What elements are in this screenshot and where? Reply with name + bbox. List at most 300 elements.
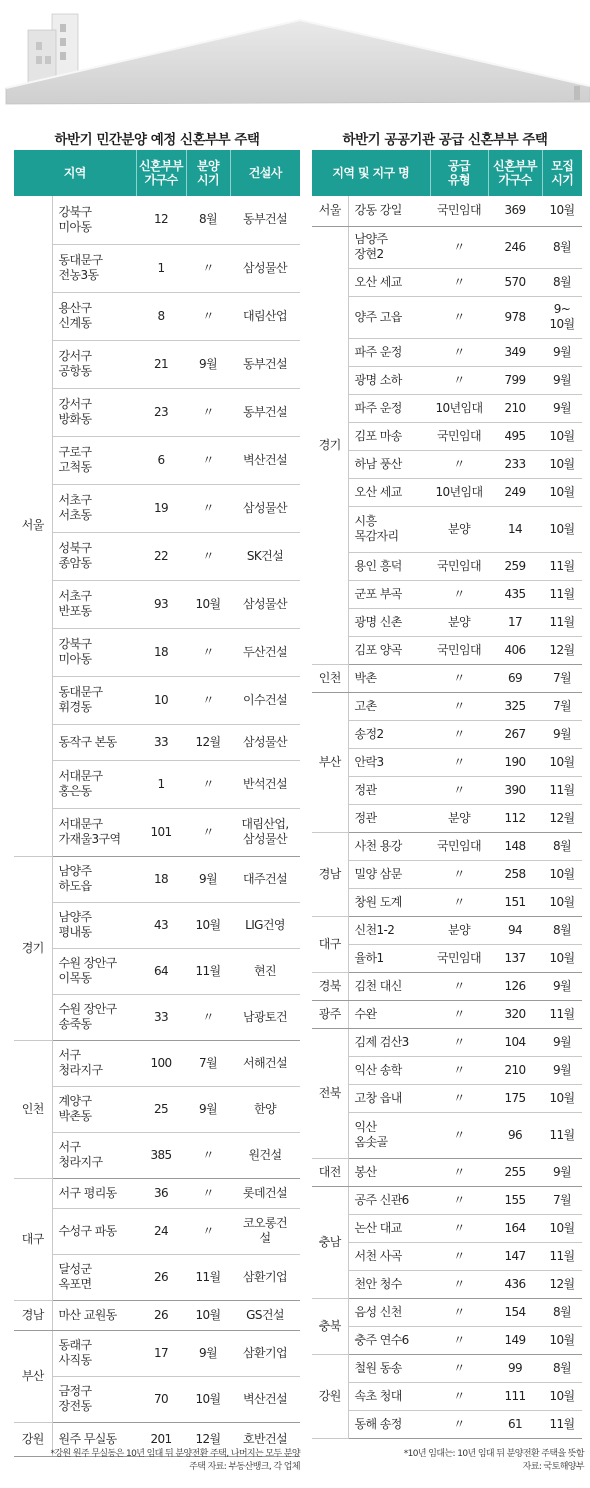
count-cell: 258 bbox=[488, 860, 542, 888]
month-cell: 9월 bbox=[542, 394, 582, 422]
month-cell: 11월 bbox=[542, 776, 582, 804]
table-row bbox=[312, 268, 582, 296]
count-cell: 8 bbox=[136, 292, 186, 340]
count-cell: 96 bbox=[488, 1112, 542, 1158]
region-cell: 경남 bbox=[14, 1300, 52, 1330]
month-cell: 〃 bbox=[186, 628, 230, 676]
month-cell: 10월 bbox=[542, 422, 582, 450]
name-cell: 양주 고읍 bbox=[348, 296, 430, 338]
region-cell: 광주 bbox=[312, 1000, 348, 1028]
table-row bbox=[14, 724, 300, 760]
count-cell: 6 bbox=[136, 436, 186, 484]
month-cell: 10월 bbox=[542, 888, 582, 916]
type-cell: 〃 bbox=[430, 1056, 488, 1084]
table-row bbox=[14, 1040, 300, 1086]
type-cell: 분양 bbox=[430, 916, 488, 944]
type-cell: 국민임대 bbox=[430, 422, 488, 450]
name-cell: 안락3 bbox=[348, 748, 430, 776]
builder-cell: LIG건영 bbox=[230, 902, 300, 948]
count-cell: 570 bbox=[488, 268, 542, 296]
month-cell: 10월 bbox=[186, 1300, 230, 1330]
month-cell: 12월 bbox=[542, 804, 582, 832]
name-cell: 파주 운정 bbox=[348, 394, 430, 422]
region-cell: 경기 bbox=[14, 856, 52, 1040]
name-cell: 김포 양곡 bbox=[348, 636, 430, 664]
type-cell: 〃 bbox=[430, 748, 488, 776]
builder-cell: 대주건설 bbox=[230, 856, 300, 902]
month-cell: 11월 bbox=[542, 1000, 582, 1028]
table-row bbox=[14, 948, 300, 994]
month-cell: 9월 bbox=[542, 338, 582, 366]
type-cell: 〃 bbox=[430, 720, 488, 748]
type-cell: 〃 bbox=[430, 450, 488, 478]
month-cell: 10월 bbox=[542, 1084, 582, 1112]
name-cell: 서초구 서초동 bbox=[52, 484, 136, 532]
month-cell: 11월 bbox=[542, 580, 582, 608]
month-cell: 〃 bbox=[186, 292, 230, 340]
region-cell: 부산 bbox=[312, 692, 348, 832]
type-cell: 〃 bbox=[430, 338, 488, 366]
table-row bbox=[312, 1158, 582, 1186]
name-cell: 오산 세교 bbox=[348, 478, 430, 506]
type-cell: 국민임대 bbox=[430, 552, 488, 580]
type-cell: 〃 bbox=[430, 1158, 488, 1186]
table-row bbox=[312, 636, 582, 664]
name-cell: 남양주 하도읍 bbox=[52, 856, 136, 902]
month-cell: 〃 bbox=[186, 484, 230, 532]
builder-cell: 남광토건 bbox=[230, 994, 300, 1040]
count-cell: 101 bbox=[136, 808, 186, 856]
name-cell: 광명 신촌 bbox=[348, 608, 430, 636]
month-cell: 8월 bbox=[186, 196, 230, 244]
builder-cell: 벽산건설 bbox=[230, 436, 300, 484]
name-cell: 수성구 파동 bbox=[52, 1208, 136, 1254]
table-row bbox=[14, 760, 300, 808]
name-cell: 남양주 장현2 bbox=[348, 226, 430, 268]
type-cell: 국민임대 bbox=[430, 832, 488, 860]
month-cell: 9월 bbox=[542, 1158, 582, 1186]
name-cell: 서구 청라지구 bbox=[52, 1132, 136, 1178]
month-cell: 10월 bbox=[542, 860, 582, 888]
name-cell: 서대문구 가재울3구역 bbox=[52, 808, 136, 856]
count-cell: 320 bbox=[488, 1000, 542, 1028]
month-cell: 8월 bbox=[542, 916, 582, 944]
name-cell: 시흥 목감자리 bbox=[348, 506, 430, 552]
public-housing-table bbox=[312, 150, 582, 1439]
table-row bbox=[14, 340, 300, 388]
count-cell: 111 bbox=[488, 1382, 542, 1410]
name-cell: 창원 도계 bbox=[348, 888, 430, 916]
builder-cell: 이수건설 bbox=[230, 676, 300, 724]
count-cell: 1 bbox=[136, 244, 186, 292]
month-cell: 8월 bbox=[542, 1298, 582, 1326]
count-cell: 164 bbox=[488, 1214, 542, 1242]
builder-cell: 서해건설 bbox=[230, 1040, 300, 1086]
name-cell: 봉산 bbox=[348, 1158, 430, 1186]
count-cell: 26 bbox=[136, 1300, 186, 1330]
table-row bbox=[14, 902, 300, 948]
count-cell: 406 bbox=[488, 636, 542, 664]
table-row bbox=[14, 436, 300, 484]
builder-cell: 삼성물산 bbox=[230, 244, 300, 292]
count-cell: 175 bbox=[488, 1084, 542, 1112]
table-row bbox=[14, 1300, 300, 1330]
month-cell: 12월 bbox=[186, 1422, 230, 1456]
type-cell: 〃 bbox=[430, 1000, 488, 1028]
table-row bbox=[14, 196, 300, 244]
count-cell: 233 bbox=[488, 450, 542, 478]
region-cell: 충남 bbox=[312, 1186, 348, 1298]
count-cell: 23 bbox=[136, 388, 186, 436]
name-cell: 동래구 사직동 bbox=[52, 1330, 136, 1376]
month-cell: 〃 bbox=[186, 1178, 230, 1208]
count-cell: 12 bbox=[136, 196, 186, 244]
table-row bbox=[312, 478, 582, 506]
count-cell: 154 bbox=[488, 1298, 542, 1326]
name-cell: 속초 청대 bbox=[348, 1382, 430, 1410]
name-cell: 신천1-2 bbox=[348, 916, 430, 944]
name-cell: 천안 청수 bbox=[348, 1270, 430, 1298]
count-cell: 149 bbox=[488, 1326, 542, 1354]
month-cell: 9월 bbox=[186, 1086, 230, 1132]
name-cell: 익산 송학 bbox=[348, 1056, 430, 1084]
table-row bbox=[312, 1000, 582, 1028]
month-cell: 11월 bbox=[542, 1242, 582, 1270]
region-cell: 강원 bbox=[14, 1422, 52, 1456]
month-cell: 9월 bbox=[186, 856, 230, 902]
type-cell: 국민임대 bbox=[430, 636, 488, 664]
table-row bbox=[312, 1084, 582, 1112]
table-row bbox=[312, 338, 582, 366]
type-cell: 국민임대 bbox=[430, 944, 488, 972]
builder-cell: SK건설 bbox=[230, 532, 300, 580]
name-cell: 김천 대신 bbox=[348, 972, 430, 1000]
month-cell: 7월 bbox=[186, 1040, 230, 1086]
month-cell: 9월 bbox=[542, 1056, 582, 1084]
name-cell: 동해 송정 bbox=[348, 1410, 430, 1438]
count-cell: 26 bbox=[136, 1254, 186, 1300]
column-header: 신혼부부 가구수 bbox=[136, 150, 186, 196]
builder-cell: 한양 bbox=[230, 1086, 300, 1132]
name-cell: 사천 용강 bbox=[348, 832, 430, 860]
public-table-body bbox=[312, 196, 582, 1438]
count-cell: 36 bbox=[136, 1178, 186, 1208]
region-cell: 경기 bbox=[312, 226, 348, 664]
count-cell: 18 bbox=[136, 628, 186, 676]
private-footnote: *강원 원주 무실동은 10년 임대 뒤 분양전환 주택, 나머지는 모두 분양 주택 자료: 부동산뱅크, 각 업체 bbox=[50, 1449, 300, 1472]
region-cell: 대구 bbox=[14, 1178, 52, 1300]
type-cell: 〃 bbox=[430, 1326, 488, 1354]
count-cell: 69 bbox=[488, 664, 542, 692]
type-cell: 10년임대 bbox=[430, 394, 488, 422]
builder-cell: 삼성물산 bbox=[230, 484, 300, 532]
month-cell: 〃 bbox=[186, 808, 230, 856]
type-cell: 〃 bbox=[430, 296, 488, 338]
count-cell: 43 bbox=[136, 902, 186, 948]
name-cell: 음성 신천 bbox=[348, 1298, 430, 1326]
type-cell: 국민임대 bbox=[430, 196, 488, 226]
name-cell: 서구 평리동 bbox=[52, 1178, 136, 1208]
table-row bbox=[312, 450, 582, 478]
name-cell: 구로구 고척동 bbox=[52, 436, 136, 484]
month-cell: 8월 bbox=[542, 268, 582, 296]
type-cell: 〃 bbox=[430, 1410, 488, 1438]
name-cell: 수원 장안구 이목동 bbox=[52, 948, 136, 994]
type-cell: 〃 bbox=[430, 1186, 488, 1214]
region-cell: 서울 bbox=[14, 196, 52, 856]
month-cell: 11월 bbox=[542, 552, 582, 580]
builder-cell: 반석건설 bbox=[230, 760, 300, 808]
name-cell: 김제 검산3 bbox=[348, 1028, 430, 1056]
private-housing-table bbox=[14, 150, 300, 1457]
count-cell: 259 bbox=[488, 552, 542, 580]
roof-shape bbox=[6, 20, 590, 104]
month-cell: 10월 bbox=[542, 1326, 582, 1354]
type-cell: 〃 bbox=[430, 226, 488, 268]
builder-cell: 호반건설 bbox=[230, 1422, 300, 1456]
count-cell: 100 bbox=[136, 1040, 186, 1086]
private-table-body bbox=[14, 196, 300, 1456]
count-cell: 126 bbox=[488, 972, 542, 1000]
count-cell: 799 bbox=[488, 366, 542, 394]
count-cell: 104 bbox=[488, 1028, 542, 1056]
region-cell: 서울 bbox=[312, 196, 348, 226]
column-header: 지역 및 지구 명 bbox=[312, 150, 430, 196]
table-row bbox=[312, 1382, 582, 1410]
name-cell: 강북구 미아동 bbox=[52, 628, 136, 676]
table-row bbox=[312, 860, 582, 888]
month-cell: 〃 bbox=[186, 760, 230, 808]
count-cell: 14 bbox=[488, 506, 542, 552]
count-cell: 385 bbox=[136, 1132, 186, 1178]
type-cell: 〃 bbox=[430, 1242, 488, 1270]
count-cell: 22 bbox=[136, 532, 186, 580]
name-cell: 광명 소하 bbox=[348, 366, 430, 394]
month-cell: 9월 bbox=[186, 1330, 230, 1376]
month-cell: 9월 bbox=[542, 720, 582, 748]
table-row bbox=[14, 676, 300, 724]
region-cell: 대구 bbox=[312, 916, 348, 972]
month-cell: 10월 bbox=[542, 506, 582, 552]
count-cell: 17 bbox=[488, 608, 542, 636]
count-cell: 267 bbox=[488, 720, 542, 748]
column-header: 건설사 bbox=[230, 150, 300, 196]
table-row bbox=[312, 720, 582, 748]
type-cell: 10년임대 bbox=[430, 478, 488, 506]
month-cell: 7월 bbox=[542, 664, 582, 692]
count-cell: 201 bbox=[136, 1422, 186, 1456]
count-cell: 390 bbox=[488, 776, 542, 804]
type-cell: 〃 bbox=[430, 692, 488, 720]
month-cell: 7월 bbox=[542, 1186, 582, 1214]
table-row bbox=[14, 628, 300, 676]
builder-cell: 삼성물산 bbox=[230, 724, 300, 760]
type-cell: 〃 bbox=[430, 1298, 488, 1326]
builder-cell: 롯데건설 bbox=[230, 1178, 300, 1208]
table-row bbox=[312, 972, 582, 1000]
name-cell: 고창 읍내 bbox=[348, 1084, 430, 1112]
count-cell: 33 bbox=[136, 724, 186, 760]
table-row bbox=[14, 994, 300, 1040]
table-row bbox=[14, 484, 300, 532]
table-row bbox=[14, 1178, 300, 1208]
count-cell: 25 bbox=[136, 1086, 186, 1132]
table-row bbox=[312, 1298, 582, 1326]
count-cell: 151 bbox=[488, 888, 542, 916]
name-cell: 강북구 미아동 bbox=[52, 196, 136, 244]
table-row bbox=[312, 608, 582, 636]
type-cell: 〃 bbox=[430, 366, 488, 394]
public-housing-title: 하반기 공공기관 공급 신혼부부 주택 bbox=[342, 132, 548, 148]
table-row bbox=[312, 1270, 582, 1298]
type-cell: 〃 bbox=[430, 1112, 488, 1158]
count-cell: 190 bbox=[488, 748, 542, 776]
name-cell: 오산 세교 bbox=[348, 268, 430, 296]
type-cell: 〃 bbox=[430, 268, 488, 296]
month-cell: 10월 bbox=[542, 748, 582, 776]
type-cell: 〃 bbox=[430, 1382, 488, 1410]
count-cell: 435 bbox=[488, 580, 542, 608]
name-cell: 충주 연수6 bbox=[348, 1326, 430, 1354]
table-row bbox=[312, 226, 582, 268]
name-cell: 철원 동송 bbox=[348, 1354, 430, 1382]
name-cell: 수완 bbox=[348, 1000, 430, 1028]
table-row bbox=[312, 580, 582, 608]
table-row bbox=[14, 532, 300, 580]
type-cell: 〃 bbox=[430, 1028, 488, 1056]
table-row bbox=[14, 292, 300, 340]
table-row bbox=[312, 664, 582, 692]
month-cell: 11월 bbox=[542, 608, 582, 636]
month-cell: 11월 bbox=[186, 1254, 230, 1300]
month-cell: 10월 bbox=[542, 944, 582, 972]
count-cell: 19 bbox=[136, 484, 186, 532]
month-cell: 10월 bbox=[186, 580, 230, 628]
builder-cell: 원건설 bbox=[230, 1132, 300, 1178]
name-cell: 마산 교원동 bbox=[52, 1300, 136, 1330]
name-cell: 금정구 장전동 bbox=[52, 1376, 136, 1422]
count-cell: 10 bbox=[136, 676, 186, 724]
month-cell: 12월 bbox=[542, 636, 582, 664]
count-cell: 93 bbox=[136, 580, 186, 628]
builder-cell: GS건설 bbox=[230, 1300, 300, 1330]
private-housing-title: 하반기 민간분양 예정 신혼부부 주택 bbox=[54, 132, 260, 148]
month-cell: 10월 bbox=[542, 196, 582, 226]
type-cell: 분양 bbox=[430, 608, 488, 636]
table-row bbox=[312, 916, 582, 944]
table-row bbox=[14, 1086, 300, 1132]
name-cell: 익산 옴솟골 bbox=[348, 1112, 430, 1158]
name-cell: 서초구 반포동 bbox=[52, 580, 136, 628]
count-cell: 33 bbox=[136, 994, 186, 1040]
builder-cell: 동부건설 bbox=[230, 196, 300, 244]
name-cell: 강동 강일 bbox=[348, 196, 430, 226]
region-cell: 부산 bbox=[14, 1330, 52, 1422]
count-cell: 61 bbox=[488, 1410, 542, 1438]
table-row bbox=[312, 1112, 582, 1158]
column-header: 신혼부부 가구수 bbox=[488, 150, 542, 196]
builder-cell: 현진 bbox=[230, 948, 300, 994]
type-cell: 〃 bbox=[430, 1214, 488, 1242]
count-cell: 17 bbox=[136, 1330, 186, 1376]
table-row bbox=[312, 692, 582, 720]
builder-cell: 대림산업, 삼성물산 bbox=[230, 808, 300, 856]
table-row bbox=[14, 1132, 300, 1178]
count-cell: 64 bbox=[136, 948, 186, 994]
count-cell: 978 bbox=[488, 296, 542, 338]
name-cell: 송정2 bbox=[348, 720, 430, 748]
count-cell: 249 bbox=[488, 478, 542, 506]
name-cell: 정관 bbox=[348, 776, 430, 804]
table-row bbox=[14, 1330, 300, 1376]
column-header: 지역 bbox=[14, 150, 136, 196]
count-cell: 369 bbox=[488, 196, 542, 226]
type-cell: 〃 bbox=[430, 580, 488, 608]
name-cell: 서대문구 홍은동 bbox=[52, 760, 136, 808]
count-cell: 99 bbox=[488, 1354, 542, 1382]
month-cell: 10월 bbox=[186, 1376, 230, 1422]
table-row bbox=[14, 1376, 300, 1422]
count-cell: 1 bbox=[136, 760, 186, 808]
count-cell: 255 bbox=[488, 1158, 542, 1186]
region-cell: 경남 bbox=[312, 832, 348, 916]
month-cell: 11월 bbox=[542, 1410, 582, 1438]
public-table-header bbox=[312, 150, 582, 196]
table-row bbox=[14, 244, 300, 292]
month-cell: 〃 bbox=[186, 1208, 230, 1254]
table-row bbox=[312, 296, 582, 338]
count-cell: 24 bbox=[136, 1208, 186, 1254]
type-cell: 〃 bbox=[430, 1354, 488, 1382]
name-cell: 원주 무실동 bbox=[52, 1422, 136, 1456]
name-cell: 서구 청라지구 bbox=[52, 1040, 136, 1086]
month-cell: 9~ 10월 bbox=[542, 296, 582, 338]
month-cell: 10월 bbox=[542, 1382, 582, 1410]
count-cell: 325 bbox=[488, 692, 542, 720]
month-cell: 10월 bbox=[542, 1214, 582, 1242]
builder-cell: 삼성물산 bbox=[230, 580, 300, 628]
name-cell: 용산구 신계동 bbox=[52, 292, 136, 340]
count-cell: 21 bbox=[136, 340, 186, 388]
table-row bbox=[312, 196, 582, 226]
column-header: 분양 시기 bbox=[186, 150, 230, 196]
table-row bbox=[312, 1326, 582, 1354]
month-cell: 7월 bbox=[542, 692, 582, 720]
public-footnote: *10년 임대는: 10년 임대 뒤 분양전환 주택을 뜻함 자료: 국토해양부 bbox=[403, 1449, 584, 1472]
type-cell: 분양 bbox=[430, 506, 488, 552]
region-cell: 전북 bbox=[312, 1028, 348, 1158]
region-cell: 인천 bbox=[14, 1040, 52, 1178]
name-cell: 용인 흥덕 bbox=[348, 552, 430, 580]
type-cell: 〃 bbox=[430, 664, 488, 692]
table-row bbox=[312, 552, 582, 580]
region-cell: 경북 bbox=[312, 972, 348, 1000]
table-row bbox=[312, 1214, 582, 1242]
name-cell: 논산 대교 bbox=[348, 1214, 430, 1242]
type-cell: 〃 bbox=[430, 1270, 488, 1298]
table-row bbox=[312, 1186, 582, 1214]
builder-cell: 코오롱건 설 bbox=[230, 1208, 300, 1254]
name-cell: 율하1 bbox=[348, 944, 430, 972]
count-cell: 349 bbox=[488, 338, 542, 366]
month-cell: 〃 bbox=[186, 1132, 230, 1178]
name-cell: 남양주 평내동 bbox=[52, 902, 136, 948]
table-row bbox=[14, 856, 300, 902]
count-cell: 246 bbox=[488, 226, 542, 268]
count-cell: 94 bbox=[488, 916, 542, 944]
table-row bbox=[312, 804, 582, 832]
table-row bbox=[312, 1410, 582, 1438]
